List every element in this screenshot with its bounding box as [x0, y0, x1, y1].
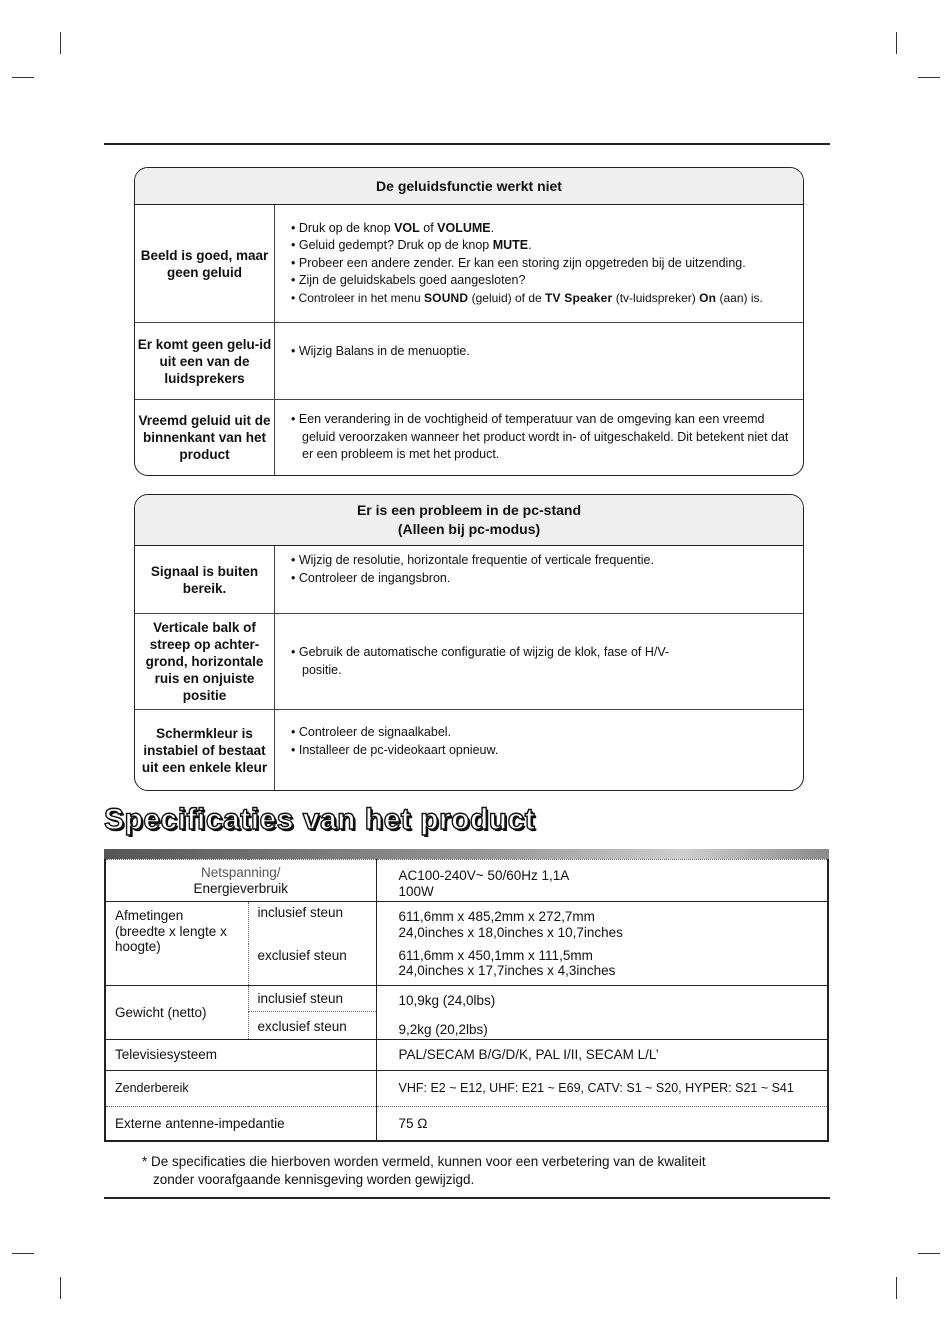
problem-label: Vreemd geluid uit de binnenkant van het product — [135, 400, 275, 475]
bottom-rule — [104, 1197, 830, 1199]
spec-sublabel: inclusief steun — [248, 902, 376, 944]
solution-cell — [275, 323, 803, 399]
spec-label: Televisiesysteem — [105, 1040, 376, 1071]
table-row — [135, 400, 803, 475]
specs-title: Specificaties van het product — [104, 803, 536, 836]
crop-mark — [896, 32, 897, 54]
table-row — [135, 323, 803, 400]
table-header-text: Er is een probleem in de pc-stand — [356, 502, 582, 518]
spec-value: PAL/SECAM B/G/D/K, PAL I/II, SECAM L/L’ — [376, 1040, 828, 1071]
footnote-line: zonder voorafgaande kennisgeving worden gewijzigd. — [153, 1172, 475, 1187]
problem-label: Er komt geen gelu-id uit een van de luidsprekers — [135, 323, 275, 399]
spec-value: AC100-240V~ 50/60Hz 1,1A 100W — [376, 860, 828, 902]
spec-sublabel: inclusief steun — [248, 986, 376, 1012]
table-row — [105, 986, 828, 1012]
solution-cell — [275, 205, 803, 322]
crop-mark — [60, 32, 61, 54]
solution-item: • Wijzig Balans in de menuoptie. — [291, 343, 789, 361]
spec-label: Zenderbereik — [105, 1071, 376, 1107]
spec-value: 9,2kg (20,2lbs) — [376, 1012, 828, 1040]
spec-label: Netspanning/ Energieverbruik — [105, 860, 376, 902]
crop-mark — [60, 1277, 61, 1299]
table-header-text: De geluidsfunctie werkt niet — [376, 177, 562, 194]
problem-label: Schermkleur is instabiel of bestaat uit een enkele kleur — [135, 710, 275, 790]
problem-label: Verticale balk of streep op achter-grond, horizontale ruis en onjuiste positie — [135, 614, 275, 709]
spec-label: Afmetingen (breedte x lengte x hoogte) — [105, 902, 248, 986]
table-header-subtext: (Alleen bij pc-modus) — [397, 521, 541, 537]
spec-value: 611,6mm x 450,1mm x 111,5mm 24,0inches x 17,7inches x 4,3inches — [376, 944, 828, 986]
pc-troubleshoot-table — [134, 494, 804, 791]
table-row — [105, 1107, 828, 1141]
crop-mark — [918, 1253, 940, 1254]
solution-cell — [275, 400, 803, 475]
solution-item: • Wijzig de resolutie, horizontale frequentie of verticale frequentie. — [291, 552, 789, 570]
table-row — [105, 860, 828, 902]
solution-cell — [275, 546, 803, 613]
specs-header-bar — [104, 849, 829, 859]
spec-value: 611,6mm x 485,2mm x 272,7mm 24,0inches x 18,0inches x 10,7inches — [376, 902, 828, 944]
solution-item: • Zijn de geluidskabels goed aangesloten? — [291, 272, 789, 290]
sound-troubleshoot-table — [134, 167, 804, 476]
table-header — [135, 495, 803, 546]
spec-sublabel: exclusief steun — [248, 1012, 376, 1040]
problem-label: Signaal is buiten bereik. — [135, 546, 275, 613]
solution-item: • Gebruik de automatische configuratie of wijzig de klok, fase of H/V-positie. — [291, 644, 789, 679]
problem-label: Beeld is goed, maar geen geluid — [135, 205, 275, 322]
spec-label: Gewicht (netto) — [105, 986, 248, 1040]
table-row — [135, 205, 803, 323]
solution-item: • Een verandering in de vochtigheid of temperatuur van de omgeving kan een vreemd geluid veroorzaken wanneer het product wordt in- of uitgeschakeld. Dit betekent niet dat er een probleem is met het product. — [291, 411, 789, 464]
solution-item: • Controleer de ingangsbron. — [291, 570, 789, 588]
crop-mark — [12, 1253, 34, 1254]
solution-cell — [275, 614, 803, 709]
table-row — [135, 546, 803, 614]
spec-sublabel: exclusief steun — [248, 944, 376, 986]
footnote-line: * De specificaties die hierboven worden vermeld, kunnen voor een verbetering van de kwaliteit — [142, 1154, 706, 1169]
solution-cell — [275, 710, 803, 790]
spec-label: Externe antenne-impedantie — [105, 1107, 376, 1141]
footnote — [142, 1153, 802, 1189]
solution-item: • Installeer de pc-videokaart opnieuw. — [291, 742, 789, 760]
solution-item: • Controleer de signaalkabel. — [291, 724, 789, 742]
solution-item: • Druk op de knop VOL of VOLUME. — [291, 220, 789, 238]
solution-item: • Probeer een andere zender. Er kan een storing zijn opgetreden bij de uitzending. — [291, 255, 789, 273]
spec-value: 10,9kg (24,0lbs) — [376, 986, 828, 1012]
table-header — [135, 168, 803, 205]
spec-value: VHF: E2 ~ E12, UHF: E21 ~ E69, CATV: S1 ~ S20, HYPER: S21 ~ S41 — [376, 1071, 828, 1107]
solution-item: • Controleer in het menu SOUND (geluid) of de TV Speaker (tv-luidspreker) On (aan) is. — [291, 290, 789, 308]
crop-mark — [896, 1277, 897, 1299]
crop-mark — [12, 77, 34, 78]
table-row — [135, 614, 803, 710]
table-row — [105, 1040, 828, 1071]
specs-table — [104, 859, 829, 1142]
top-rule — [104, 143, 830, 145]
table-row — [135, 710, 803, 790]
table-row — [105, 902, 828, 944]
crop-mark — [918, 77, 940, 78]
table-row — [105, 1071, 828, 1107]
solution-item: • Geluid gedempt? Druk op de knop MUTE. — [291, 237, 789, 255]
spec-value: 75 Ω — [376, 1107, 828, 1141]
